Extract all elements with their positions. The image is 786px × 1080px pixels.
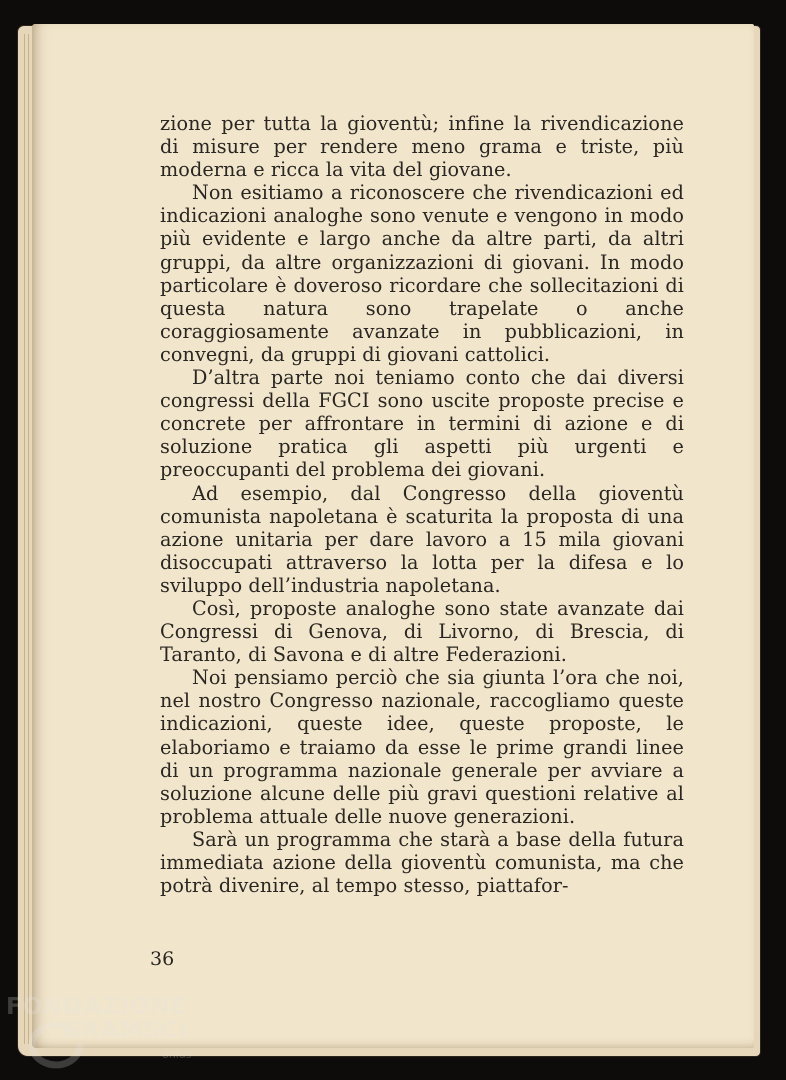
page-edge-line	[24, 34, 25, 1044]
paragraph: Così, proposte analoghe sono state avanzate dai Congressi di Genova, di Livorno, di Brescia, di Taranto, di Savona e di altre Federazioni.	[160, 596, 684, 667]
paragraph: Noi pensiamo perciò che sia giunta l’ora che noi, nel nostro Congresso nazionale, raccogliamo queste indicazioni, queste idee, queste proposte, le elaboriamo e traiamo da esse le prime grandi linee di un programma nazionale generale per avviare a soluzione alcune delle più gravi questioni relative al problema attuale delle nuove generazioni.	[160, 666, 684, 828]
watermark-line: onlus	[162, 1048, 192, 1061]
watermark-line: GRAMSCI	[62, 1018, 189, 1044]
watermark-line: FONDAZIONE	[6, 994, 188, 1020]
page-edge-line	[28, 34, 29, 1044]
page-number: 36	[150, 948, 175, 970]
watermark	[2, 990, 212, 1080]
paragraph: Sarà un programma che starà a base della futura immediata azione della gioventù comunista, ma che potrà divenire, al tempo stesso, piattafor-	[160, 827, 684, 898]
paragraph: zione per tutta la gioventù; infine la rivendicazione di misure per rendere meno grama e triste, più moderna e ricca la vita del giovane.	[160, 112, 684, 182]
paragraph: D’altra parte noi teniamo conto che dai diversi congressi della FGCI sono uscite proposte precise e concrete per affrontare in termini di azione e di soluzione pratica gli aspetti più urgenti e preoccupanti del problema dei giovani.	[160, 366, 684, 482]
paragraph: Ad esempio, dal Congresso della gioventù comunista napoletana è scaturita la proposta di una azione unitaria per dare lavoro a 15 mila giovani disoccupati attraverso la lotta per la difesa e lo sviluppo dell’industria napoletana.	[160, 481, 684, 597]
body-text	[160, 112, 684, 897]
paragraph: Non esitiamo a riconoscere che rivendicazioni ed indicazioni analoghe sono venute e vengono in modo più evidente e largo anche da altre parti, da altri gruppi, da altre organizzazioni di giovani. In modo particolare è doveroso ricordare che sollecitazioni di questa natura sono trapelate o anche coraggiosamente avanzate in pubblicazioni, in convegni, da gruppi di giovani cattolici.	[160, 181, 684, 366]
